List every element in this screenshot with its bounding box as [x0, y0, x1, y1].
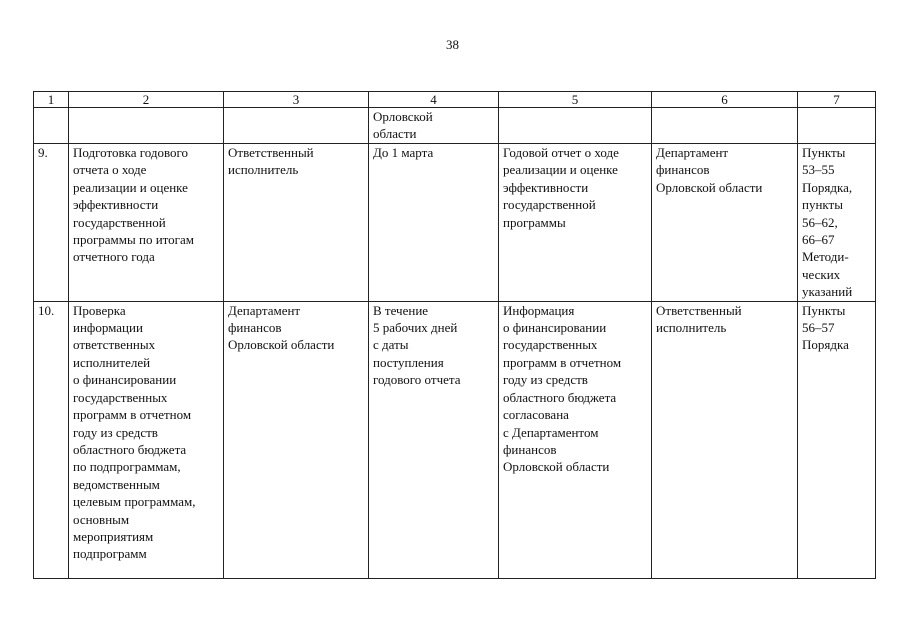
column-number-7: 7 [798, 92, 876, 108]
cell-index: 10. [34, 301, 69, 578]
cell-responsible: Ответственный исполнитель [224, 144, 369, 302]
page-number: 38 [446, 37, 459, 52]
cell-basis [798, 108, 876, 144]
cell-index [34, 108, 69, 144]
cell-recipient: Департамент финансов Орловской области [652, 144, 798, 302]
column-number-1: 1 [34, 92, 69, 108]
cell-deadline: До 1 марта [369, 144, 499, 302]
cell-responsible: Департамент финансов Орловской области [224, 301, 369, 578]
table-row [34, 301, 876, 578]
column-number-3: 3 [224, 92, 369, 108]
table-header-row [34, 92, 876, 108]
plan-table [33, 91, 876, 579]
table-row [34, 108, 876, 144]
cell-activity [69, 108, 224, 144]
cell-deadline: В течение 5 рабочих дней с даты поступления годового отчета [369, 301, 499, 578]
cell-recipient: Ответственный исполнитель [652, 301, 798, 578]
cell-result [499, 108, 652, 144]
cell-activity: Проверка информации ответственных исполнителей о финансировании государственных программ в отчетном году из средств областного бюджета по подпрограммам, ведомственным целевым программам, основным мероприятиям подпрограмм [69, 301, 224, 578]
column-number-6: 6 [652, 92, 798, 108]
cell-result: Годовой отчет о ходе реализации и оценке эффективности государственной программы [499, 144, 652, 302]
cell-basis: Пункты 53–55 Порядка, пункты 56–62, 66–67 Методи- ческих указаний [798, 144, 876, 302]
column-number-5: 5 [499, 92, 652, 108]
column-number-4: 4 [369, 92, 499, 108]
cell-result: Информация о финансировании государственных программ в отчетном году из средств областного бюджета согласована с Департаментом финансов Орловской области [499, 301, 652, 578]
cell-activity: Подготовка годового отчета о ходе реализации и оценке эффективности государственной программы по итогам отчетного года [69, 144, 224, 302]
cell-basis: Пункты 56–57 Порядка [798, 301, 876, 578]
table-row [34, 144, 876, 302]
cell-responsible [224, 108, 369, 144]
cell-recipient [652, 108, 798, 144]
cell-index: 9. [34, 144, 69, 302]
column-number-2: 2 [69, 92, 224, 108]
cell-deadline: Орловской области [369, 108, 499, 144]
